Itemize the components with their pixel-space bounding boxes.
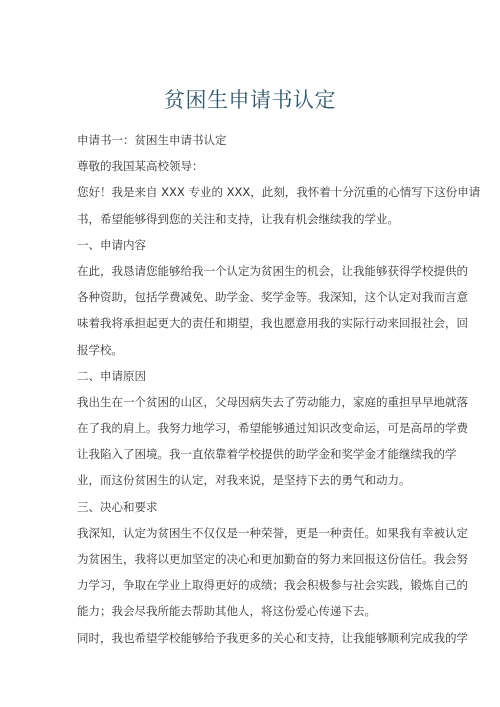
body-line: 让我陷入了困境。我一直依靠着学校提供的助学金和奖学金才能继续我的学 (77, 447, 457, 462)
body-line: 您好！我是来自 XXX 专业的 XXX，此刻，我怀着十分沉重的心情写下这份申请 (77, 185, 481, 200)
body-line: 各种资助，包括学费减免、助学金、奖学金等。我深知，这个认定对我而言意 (77, 290, 468, 305)
body-line: 二、申请原因 (77, 368, 146, 383)
body-line: 我深知，认定为贫困生不仅仅是一种荣誉，更是一种责任。如果我有幸被认定 (77, 525, 468, 540)
body-line: 为贫困生，我将以更加坚定的决心和更加勤奋的努力来回报这份信任。我会努 (77, 552, 468, 566)
body-line: 报学校。 (77, 342, 123, 357)
body-line: 力学习，争取在学业上取得更好的成绩；我会积极参与社会实践，锻炼自己的 (77, 578, 468, 593)
body-line: 味着我将承担起更大的责任和期望，我也愿意用我的实际行动来回报社会，回 (77, 316, 468, 331)
body-line: 能力；我会尽我所能去帮助其他人，将这份爱心传递下去。 (77, 604, 376, 619)
body-line: 一、申请内容 (77, 237, 146, 252)
body-line: 申请书一：贫困生申请书认定 (77, 133, 227, 147)
body-line: 同时，我也希望学校能够给予我更多的关心和支持，让我能够顺利完成我的学 (77, 630, 468, 645)
body-line: 业，而这份贫困生的认定，对我来说，是坚持下去的勇气和动力。 (77, 473, 411, 488)
body-line: 在此，我恳请您能够给我一个认定为贫困生的机会，让我能够获得学校提供的 (77, 263, 468, 278)
body-line: 尊敬的我国某高校领导： (77, 159, 204, 174)
document-title: 贫困生申请书认定 (164, 88, 336, 112)
body-line: 在了我的肩上。我努力地学习，希望能够通过知识改变命运，可是高昂的学费 (77, 421, 468, 436)
body-line: 书，希望能够得到您的关注和支持，让我有机会继续我的学业。 (77, 211, 399, 226)
document-body (77, 127, 481, 651)
body-line: 我出生在一个贫困的山区，父母因病失去了劳动能力，家庭的重担早早地就落 (77, 394, 468, 409)
body-line: 三、决心和要求 (77, 499, 158, 514)
